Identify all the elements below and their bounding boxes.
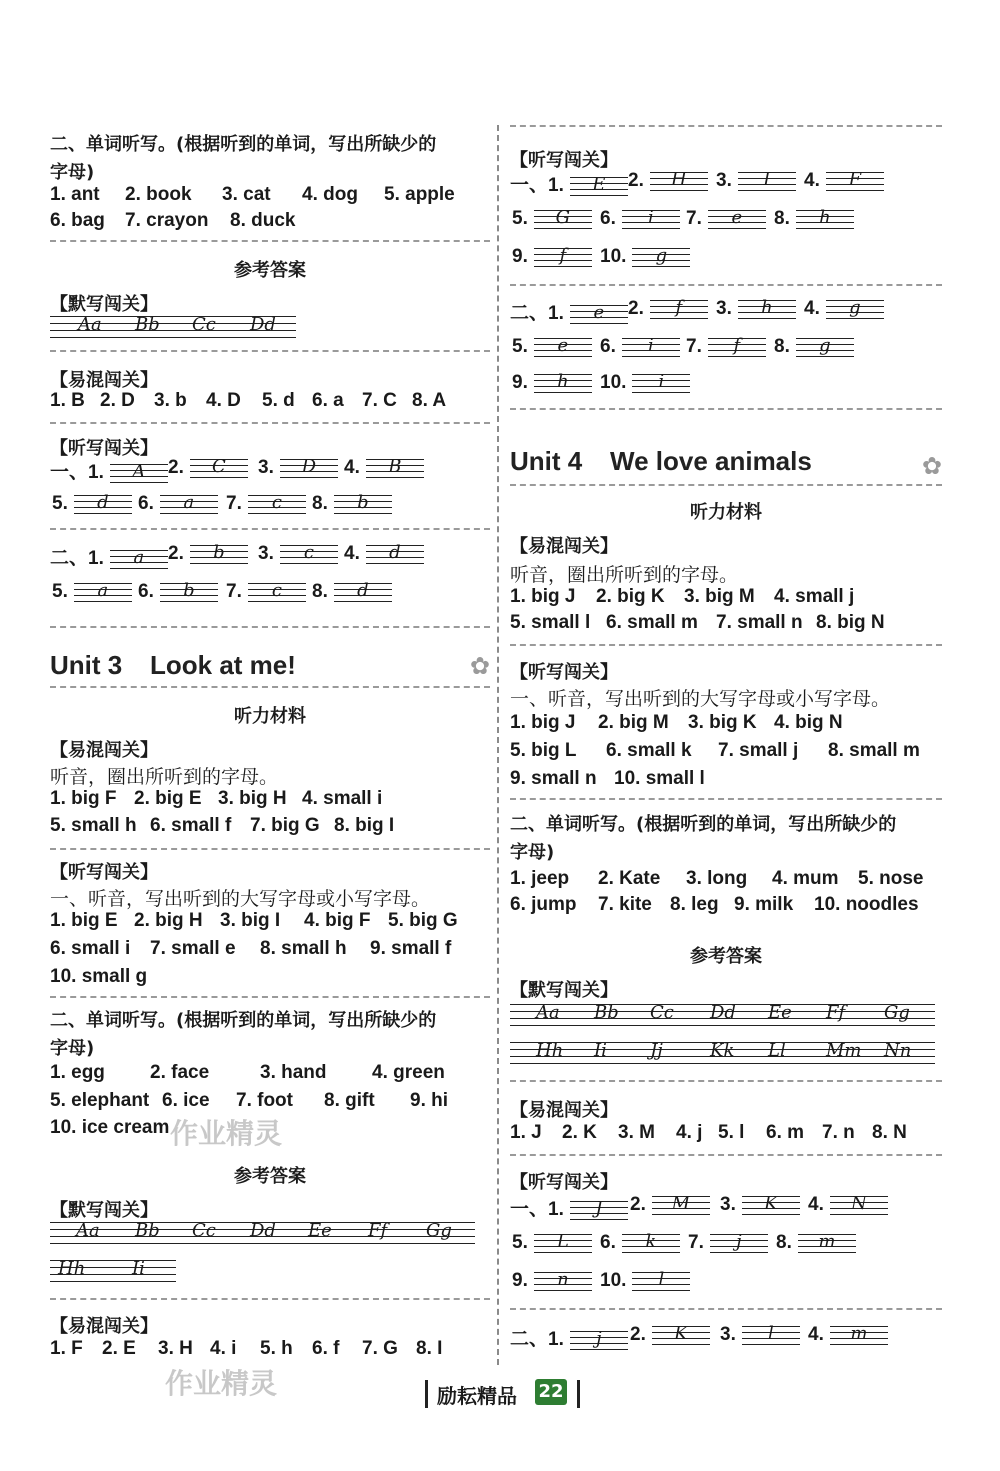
items-row bbox=[510, 586, 950, 610]
answer-letter: d bbox=[389, 542, 401, 563]
answer-letter: g bbox=[655, 245, 668, 266]
answer-letter: e bbox=[557, 335, 569, 356]
word: 7. foot bbox=[236, 1090, 293, 1111]
answer-letter: c bbox=[303, 542, 314, 563]
word: 5. nose bbox=[858, 868, 924, 889]
item: 2. big K bbox=[596, 586, 665, 607]
unit-title: We love animals bbox=[610, 446, 812, 476]
section-moxie: 【默写闯关】 bbox=[50, 294, 158, 315]
letter: Gg bbox=[884, 1002, 910, 1023]
answer: 8. N bbox=[872, 1122, 907, 1143]
letter: Aa bbox=[536, 1002, 560, 1023]
answer-row: 9. f 10. g bbox=[510, 246, 950, 272]
word: 6. bag bbox=[50, 210, 105, 231]
answer: 2. K bbox=[562, 1122, 597, 1143]
item: 2. big E bbox=[134, 788, 202, 809]
word: 8. leg bbox=[670, 894, 719, 915]
letter: Nn bbox=[884, 1040, 912, 1061]
answer-row: 5. d 6. a 7. c 8. b bbox=[50, 493, 490, 519]
item: 3. big I bbox=[220, 910, 281, 931]
answer-letter: H bbox=[671, 169, 687, 190]
word: 6. ice bbox=[162, 1090, 210, 1111]
item: 5. big G bbox=[388, 910, 458, 931]
answer: 3. b bbox=[154, 390, 187, 411]
answer-letter: M bbox=[671, 1193, 691, 1214]
letter: Bb bbox=[135, 314, 160, 335]
letter: Cc bbox=[192, 1220, 216, 1241]
letter: Bb bbox=[594, 1002, 619, 1023]
answer: 6. f bbox=[312, 1338, 340, 1359]
letter: Aa bbox=[76, 1220, 100, 1241]
dictation-title-cont: 字母) bbox=[510, 842, 555, 863]
reference-answer-heading: 参考答案 bbox=[234, 260, 306, 281]
answer-row: 9. n 10. l bbox=[510, 1270, 950, 1296]
answer-letter: d bbox=[97, 492, 109, 513]
dashed-divider bbox=[50, 626, 490, 628]
answer-letter: d bbox=[357, 580, 369, 601]
items-row bbox=[50, 788, 490, 812]
unit-title: Look at me! bbox=[150, 650, 296, 680]
brand-label: 励耘精品 bbox=[437, 1384, 517, 1408]
listening-material-heading: 听力材料 bbox=[234, 706, 306, 727]
letter: Jj bbox=[650, 1040, 663, 1061]
dictation-title: 二、单词听写。(根据听到的单词，写出所缺少的 bbox=[510, 814, 897, 835]
dashed-divider bbox=[50, 1298, 490, 1300]
answer-letter: h bbox=[761, 297, 773, 318]
answer-letter: a bbox=[133, 546, 145, 568]
word: 10. ice cream bbox=[50, 1117, 170, 1138]
item: 7. small n bbox=[716, 612, 803, 633]
dashed-divider bbox=[510, 1308, 942, 1310]
star-icon: ✿ bbox=[469, 652, 490, 680]
page-footer bbox=[425, 1376, 585, 1416]
section-moxie: 【默写闯关】 bbox=[510, 980, 618, 1001]
answer: 1. F bbox=[50, 1338, 83, 1359]
watermark: 作业精灵 bbox=[165, 1367, 278, 1400]
answer-letter: L bbox=[556, 1231, 569, 1252]
word: 8. duck bbox=[230, 210, 296, 231]
answer-letter: m bbox=[850, 1323, 868, 1344]
words-row bbox=[510, 894, 950, 918]
answer: 8. A bbox=[412, 390, 447, 411]
listening-material-heading: 听力材料 bbox=[690, 502, 762, 523]
dictation-title: 二、单词听写。(根据听到的单词，写出所缺少的 bbox=[50, 1010, 437, 1031]
unit-number: Unit 3 bbox=[50, 650, 123, 680]
item: 1. big F bbox=[50, 788, 117, 809]
answer-letter: b bbox=[213, 542, 225, 563]
word: 1. jeep bbox=[510, 868, 570, 889]
item: 10. small g bbox=[50, 966, 148, 987]
items-row bbox=[510, 612, 950, 636]
item: 8. small m bbox=[828, 740, 920, 761]
writing-lines bbox=[510, 1002, 935, 1026]
answer: 3. H bbox=[158, 1338, 193, 1359]
answer-letter: h bbox=[557, 371, 569, 392]
word: 3. hand bbox=[260, 1062, 327, 1083]
section-tingxie: 【听写闯关】 bbox=[510, 1172, 618, 1193]
dashed-divider bbox=[510, 644, 942, 646]
word: 4. mum bbox=[772, 868, 839, 889]
watermark: 作业精灵 bbox=[170, 1117, 283, 1150]
answer-letter: g bbox=[849, 297, 861, 318]
item: 1. big J bbox=[510, 586, 576, 607]
letter: Ii bbox=[132, 1258, 145, 1279]
answer-letter: K bbox=[764, 1193, 778, 1214]
word: 9. hi bbox=[410, 1090, 449, 1111]
letter: Hh bbox=[58, 1258, 86, 1279]
words-row bbox=[50, 210, 490, 234]
instruction: 听音，圈出所听到的字母。 bbox=[510, 564, 739, 586]
dashed-divider bbox=[510, 1154, 942, 1156]
answer-letter: D bbox=[301, 456, 317, 477]
section-tingxie: 【听写闯关】 bbox=[510, 150, 618, 171]
answer: 4. j bbox=[676, 1122, 703, 1143]
dashed-divider bbox=[50, 240, 490, 242]
item: 1. big J bbox=[510, 712, 576, 733]
answer: 6. a bbox=[312, 390, 344, 411]
footer-bar-left bbox=[425, 1380, 428, 1408]
answer-letter: n bbox=[557, 1269, 569, 1290]
answer-letter: f bbox=[733, 335, 741, 356]
answer-letter: g bbox=[819, 335, 831, 356]
items-row bbox=[510, 740, 950, 764]
answer: 1. J bbox=[510, 1122, 542, 1143]
letter: Aa bbox=[78, 314, 102, 335]
answer-row: 9. h 10. i bbox=[510, 372, 950, 398]
item: 7. small e bbox=[150, 938, 236, 959]
answer-letter: E bbox=[592, 173, 606, 195]
answer: 5. l bbox=[718, 1122, 745, 1143]
section-yihun: 【易混闯关】 bbox=[510, 536, 618, 557]
dashed-divider bbox=[510, 484, 942, 486]
writing-lines bbox=[510, 1040, 935, 1064]
item-number: 二、1. bbox=[510, 1329, 564, 1350]
section-yihun: 【易混闯关】 bbox=[50, 1316, 158, 1337]
answer-letter: N bbox=[850, 1193, 867, 1214]
item: 3. big K bbox=[688, 712, 757, 733]
answer-letter: e bbox=[593, 301, 605, 323]
answer: 6. m bbox=[766, 1122, 805, 1143]
word: 2. book bbox=[125, 184, 192, 205]
top-divider bbox=[510, 125, 942, 127]
item: 6. small i bbox=[50, 938, 131, 959]
instruction: 一、听音，写出听到的大写字母或小写字母。 bbox=[50, 888, 431, 910]
word: 1. ant bbox=[50, 184, 100, 205]
answer-row: 一、1. A 2. C 3. D 4. B bbox=[50, 457, 490, 483]
answer-letter: i bbox=[647, 335, 654, 356]
answer-letter: J bbox=[595, 1197, 603, 1219]
item: 7. small j bbox=[718, 740, 799, 761]
dashed-divider bbox=[50, 350, 490, 352]
answer-letter: l bbox=[767, 1323, 774, 1344]
words-row bbox=[50, 1062, 490, 1086]
unit-heading bbox=[510, 446, 812, 477]
word: 5. elephant bbox=[50, 1090, 150, 1111]
item: 8. small h bbox=[260, 938, 347, 959]
item: 7. big G bbox=[250, 815, 320, 836]
dashed-divider bbox=[510, 408, 942, 410]
answer-row: 一、1. J 2. M 3. K 4. N bbox=[510, 1194, 950, 1220]
answer-letter: A bbox=[132, 460, 146, 482]
letter: Ee bbox=[768, 1002, 792, 1023]
letter: Dd bbox=[250, 314, 276, 335]
item: 6. small k bbox=[606, 740, 692, 761]
unit-number: Unit 4 bbox=[510, 446, 583, 476]
item-number: 一、1. bbox=[50, 462, 104, 483]
item: 1. big E bbox=[50, 910, 118, 931]
word: 2. Kate bbox=[598, 868, 661, 889]
answer-row: 5. a 6. b 7. c 8. d bbox=[50, 581, 490, 607]
item: 2. big H bbox=[134, 910, 203, 931]
item-number: 一、1. bbox=[510, 175, 564, 196]
page-number: 22 bbox=[535, 1379, 567, 1405]
answer: 1. B bbox=[50, 390, 85, 411]
answer-letter: I bbox=[763, 169, 771, 190]
unit-heading bbox=[50, 650, 296, 681]
item: 8. big N bbox=[816, 612, 885, 633]
answer: 5. d bbox=[262, 390, 295, 411]
answer: 2. D bbox=[100, 390, 135, 411]
word: 9. milk bbox=[734, 894, 794, 915]
items-row bbox=[50, 815, 490, 839]
letter: Bb bbox=[135, 1220, 160, 1241]
writing-lines bbox=[50, 1258, 176, 1282]
dashed-divider bbox=[510, 1080, 942, 1082]
section-moxie: 【默写闯关】 bbox=[50, 1200, 158, 1221]
item-number: 二、1. bbox=[50, 548, 104, 569]
item-number: 二、1. bbox=[510, 303, 564, 324]
dashed-divider bbox=[510, 798, 942, 800]
dictation-title-cont: 字母) bbox=[50, 1038, 95, 1059]
letter: Gg bbox=[426, 1220, 452, 1241]
answer-letter: C bbox=[211, 456, 226, 477]
word: 2. face bbox=[150, 1062, 210, 1083]
letter: Cc bbox=[650, 1002, 674, 1023]
item: 8. big I bbox=[334, 815, 395, 836]
words-row bbox=[50, 184, 490, 208]
dashed-divider bbox=[50, 686, 490, 688]
items-row bbox=[50, 938, 490, 962]
answer-letter: e bbox=[731, 207, 743, 228]
answer-row: 二、1. e 2. f 3. h 4. g bbox=[510, 298, 950, 324]
item-number: 一、1. bbox=[510, 1199, 564, 1220]
instruction: 听音，圈出所听到的字母。 bbox=[50, 766, 279, 788]
section-tingxie: 【听写闯关】 bbox=[50, 862, 158, 883]
dashed-divider bbox=[50, 848, 490, 850]
answer-letter: b bbox=[357, 492, 369, 513]
answer: 7. n bbox=[822, 1122, 855, 1143]
word: 1. egg bbox=[50, 1062, 105, 1083]
word: 10. noodles bbox=[814, 894, 919, 915]
dashed-divider bbox=[50, 528, 490, 530]
letter: Dd bbox=[710, 1002, 736, 1023]
letter: Ff bbox=[368, 1220, 388, 1241]
answer-letter: F bbox=[848, 169, 862, 190]
answers-row bbox=[50, 1338, 490, 1362]
answer-row: 二、1. j 2. K 3. l 4. m bbox=[510, 1324, 950, 1350]
answer-letter: i bbox=[647, 207, 654, 228]
word: 4. dog bbox=[302, 184, 358, 205]
section-yihun: 【易混闯关】 bbox=[50, 740, 158, 761]
letter: Hh bbox=[536, 1040, 564, 1061]
word: 8. gift bbox=[324, 1090, 375, 1111]
dictation-title: 二、单词听写。(根据听到的单词，写出所缺少的 bbox=[50, 134, 437, 155]
item: 5. small l bbox=[510, 612, 591, 633]
answer: 5. h bbox=[260, 1338, 293, 1359]
answer-row: 5. G 6. i 7. e 8. h bbox=[510, 208, 950, 234]
answer-letter: m bbox=[818, 1231, 836, 1252]
item: 3. big H bbox=[218, 788, 287, 809]
letter: Kk bbox=[710, 1040, 735, 1061]
word: 3. cat bbox=[222, 184, 271, 205]
letter: Ff bbox=[826, 1002, 846, 1023]
answer-letter: a bbox=[97, 580, 109, 601]
items-row bbox=[510, 768, 950, 792]
word: 7. crayon bbox=[125, 210, 209, 231]
section-yihun: 【易混闯关】 bbox=[510, 1100, 618, 1121]
answer-letter: c bbox=[271, 580, 282, 601]
answer-letter: l bbox=[658, 1269, 665, 1290]
star-icon: ✿ bbox=[921, 452, 942, 480]
item: 4. small i bbox=[302, 788, 383, 809]
section-tingxie: 【听写闯关】 bbox=[50, 438, 158, 459]
instruction: 一、听音，写出听到的大写字母或小写字母。 bbox=[510, 688, 891, 710]
answer: 4. D bbox=[206, 390, 241, 411]
section-tingxie: 【听写闯关】 bbox=[510, 662, 618, 683]
dashed-divider bbox=[50, 996, 490, 998]
item: 9. small f bbox=[370, 938, 452, 959]
items-row bbox=[50, 966, 490, 990]
letter: Dd bbox=[250, 1220, 276, 1241]
answer-row: 一、1. E 2. H 3. I 4. F bbox=[510, 170, 950, 196]
answer: 3. M bbox=[618, 1122, 655, 1143]
item: 6. small f bbox=[150, 815, 232, 836]
letter: Ii bbox=[594, 1040, 607, 1061]
item: 9. small n bbox=[510, 768, 597, 789]
word: 4. green bbox=[372, 1062, 445, 1083]
answers-row bbox=[50, 390, 490, 414]
words-row bbox=[50, 1090, 490, 1114]
answer-letter: B bbox=[388, 456, 402, 477]
answer-letter: j bbox=[736, 1231, 742, 1252]
word: 3. long bbox=[686, 868, 748, 889]
items-row bbox=[50, 910, 490, 934]
item: 3. big M bbox=[684, 586, 755, 607]
answer-letter: K bbox=[674, 1323, 688, 1344]
answer: 8. I bbox=[416, 1338, 443, 1359]
answer-letter: G bbox=[555, 207, 571, 228]
item: 4. big F bbox=[304, 910, 371, 931]
items-row bbox=[510, 712, 950, 736]
answer-letter: f bbox=[559, 245, 567, 266]
answer-letter: j bbox=[596, 1327, 602, 1349]
answer-row: 5. L 6. k 7. j 8. m bbox=[510, 1232, 950, 1258]
writing-lines bbox=[50, 1220, 475, 1244]
footer-bar-right bbox=[577, 1380, 580, 1408]
answer-row: 5. e 6. i 7. f 8. g bbox=[510, 336, 950, 362]
answer-letter: c bbox=[271, 492, 282, 513]
answer-letter: a bbox=[183, 492, 195, 513]
reference-answer-heading: 参考答案 bbox=[690, 946, 762, 967]
item: 5. small h bbox=[50, 815, 137, 836]
letter: Ll bbox=[768, 1040, 786, 1061]
answer-letter: b bbox=[183, 580, 195, 601]
item: 5. big L bbox=[510, 740, 577, 761]
word: 6. jump bbox=[510, 894, 577, 915]
answers-row bbox=[510, 1122, 950, 1146]
answer-letter: f bbox=[675, 297, 683, 318]
word: 7. kite bbox=[598, 894, 652, 915]
words-row bbox=[510, 868, 950, 892]
letter: Cc bbox=[192, 314, 216, 335]
item: 4. small j bbox=[774, 586, 855, 607]
answer-letter: k bbox=[645, 1231, 657, 1252]
dashed-divider bbox=[510, 284, 942, 286]
answer: 7. G bbox=[362, 1338, 398, 1359]
writing-lines bbox=[50, 314, 296, 338]
answer: 2. E bbox=[102, 1338, 136, 1359]
item: 10. small l bbox=[614, 768, 705, 789]
answer: 7. C bbox=[362, 390, 397, 411]
dictation-title-cont: 字母) bbox=[50, 162, 95, 183]
answer-row: 二、1. a 2. b 3. c 4. d bbox=[50, 543, 490, 569]
answer: 4. i bbox=[210, 1338, 237, 1359]
letter: Mm bbox=[826, 1040, 862, 1061]
section-yihun: 【易混闯关】 bbox=[50, 370, 158, 391]
dashed-divider bbox=[50, 422, 490, 424]
item: 2. big M bbox=[598, 712, 669, 733]
item: 4. big N bbox=[774, 712, 843, 733]
reference-answer-heading: 参考答案 bbox=[234, 1166, 306, 1187]
answer-letter: h bbox=[819, 207, 831, 228]
column-divider bbox=[497, 125, 499, 1365]
word: 5. apple bbox=[384, 184, 455, 205]
item: 6. small m bbox=[606, 612, 698, 633]
letter: Ee bbox=[308, 1220, 332, 1241]
answer-letter: i bbox=[658, 371, 665, 392]
